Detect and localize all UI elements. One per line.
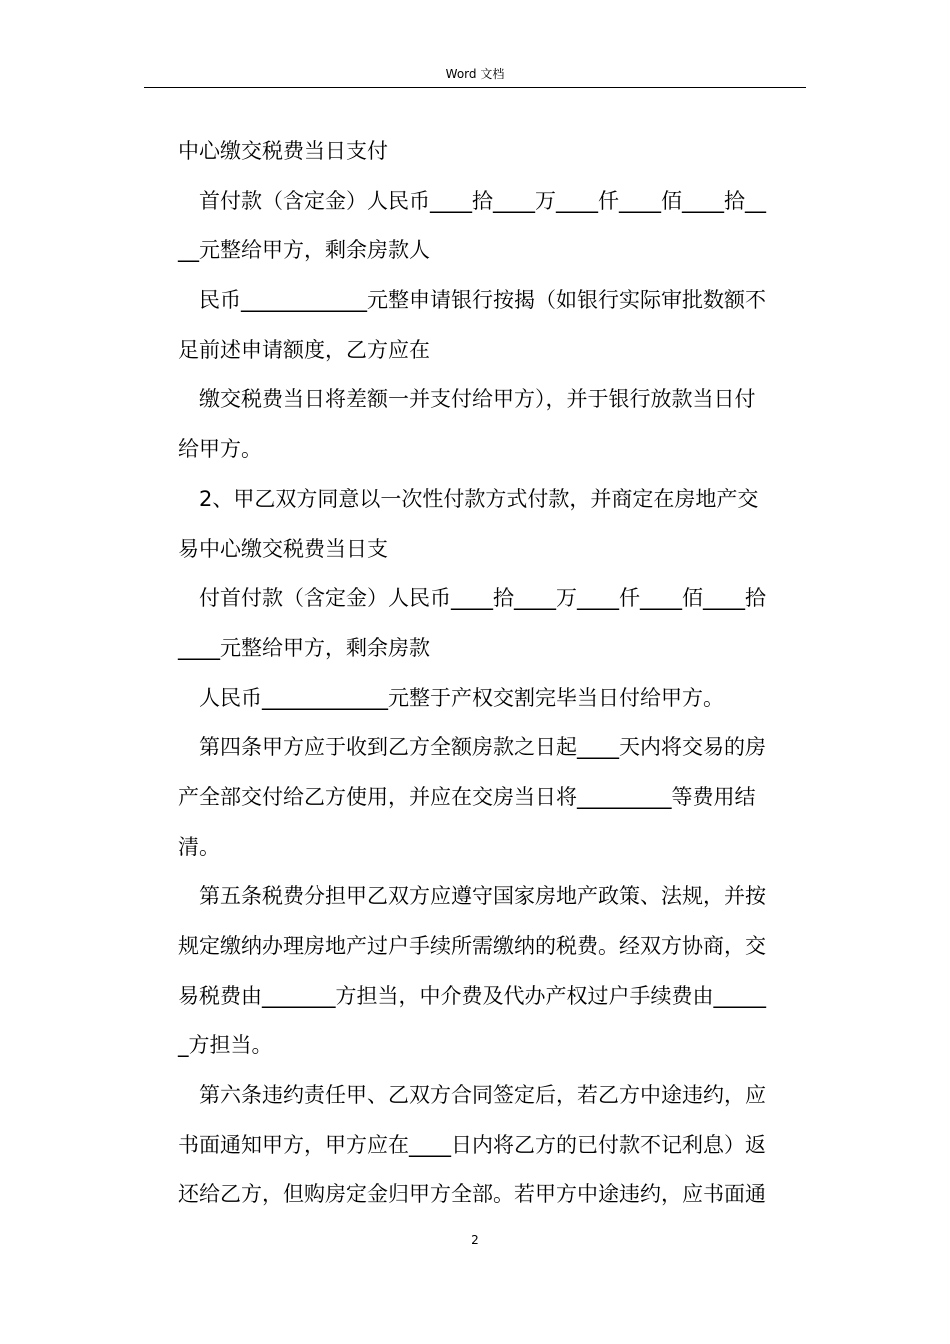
text-line: 规定缴纳办理房地产过户手续所需缴纳的税费。经双方协商，交 <box>178 934 766 958</box>
text-line: 2、甲乙双方同意以一次性付款方式付款，并商定在房地产交 <box>199 486 759 511</box>
text-line: __元整给甲方，剩余房款人 <box>178 238 430 263</box>
text-line: 第五条税费分担甲乙双方应遵守国家房地产政策、法规，并按 <box>199 884 766 909</box>
text-line: 缴交税费当日将差额一并支付给甲方），并于银行放款当日付 <box>199 387 756 412</box>
text-line: 产全部交付给乙方使用，并应在交房当日将_________等费用结 <box>178 784 756 809</box>
header-divider <box>144 87 806 88</box>
text-line: 书面通知甲方，甲方应在____日内将乙方的已付款不记利息）返 <box>178 1132 766 1157</box>
header-label: Word 文档 <box>445 67 505 81</box>
text-line: 易税费由_______方担当，中介费及代办产权过户手续费由_____ <box>178 983 766 1008</box>
text-line: _方担当。 <box>178 1033 273 1058</box>
text-line: 中心缴交税费当日支付 <box>178 139 388 163</box>
text-line: 第四条甲方应于收到乙方全额房款之日起____天内将交易的房 <box>199 735 766 760</box>
text-line: 民币____________元整申请银行按揭（如银行实际审批数额不 <box>199 288 766 313</box>
text-line: 给甲方。 <box>178 437 262 462</box>
text-line: 首付款（含定金）人民币____拾____万____仟____佰____拾__ <box>199 188 766 213</box>
text-line: 易中心缴交税费当日支 <box>178 536 388 561</box>
page-number: 2 <box>471 1233 479 1247</box>
text-line: 还给乙方，但购房定金归甲方全部。若甲方中途违约，应书面通 <box>178 1182 766 1207</box>
text-line: 人民币____________元整于产权交割完毕当日付给甲方。 <box>199 685 724 710</box>
text-line: ____元整给甲方，剩余房款 <box>178 635 430 660</box>
text-line: 清。 <box>178 834 220 859</box>
document-body <box>178 127 808 1220</box>
text-line: 付首付款（含定金）人民币____拾____万____仟____佰____拾 <box>199 586 766 611</box>
text-line: 足前述申请额度，乙方应在 <box>178 337 430 362</box>
text-line: 第六条违约责任甲、乙双方合同签定后，若乙方中途违约，应 <box>199 1083 766 1108</box>
